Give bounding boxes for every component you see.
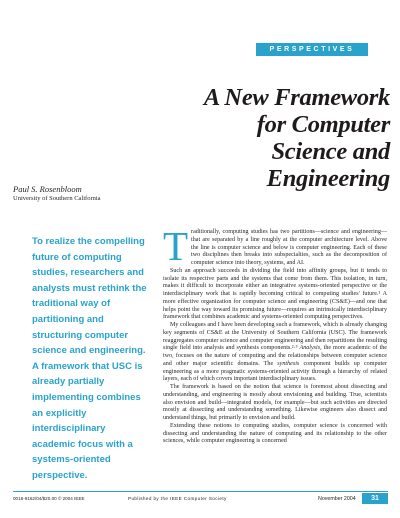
footer-copyright-code: 0018-9162/04/$20.00 © 2004 IEEE: [13, 496, 85, 501]
section-label: PERSPECTIVES: [256, 43, 368, 56]
body-paragraph-3: [163, 322, 387, 384]
article-title: [150, 84, 390, 192]
drop-cap: T: [163, 223, 189, 269]
author-affiliation: University of Southern California: [13, 195, 101, 202]
title-line-2: for Computer: [256, 111, 390, 138]
paragraph-3-emphasis-analysis: Analysis,: [299, 345, 322, 352]
title-line-1: A New Framework: [203, 84, 390, 111]
paragraph-3-text-c: component builds up computer engineering as a more pragmatic systems-oriented activity through a hierarchy of related layers, each of which covers important interdisciplinary issues.: [163, 360, 387, 383]
article-body: [163, 223, 388, 446]
footer-publisher: Published by the IEEE Computer Society: [128, 496, 227, 501]
body-paragraph-1: [163, 223, 387, 269]
author-name: Paul S. Rosenbloom: [13, 184, 82, 194]
author-block: [13, 184, 163, 203]
footer-issue-date: November 2004: [318, 496, 356, 502]
paragraph-3-text-a: My colleagues and I have been developing such a framework, which is already changing key segments of CS&E at the University of Southern California (USC). The framework reaggregates computer science and computer engineering and then repartitions the resulting single field into analysis and synthesis components.²·³: [163, 322, 387, 352]
body-paragraph-5: Extending these notions to computing studies, computer science is concerned with dissecting and understanding the nature of computing and its relationship to the other sciences, while computer engineering is concerned: [163, 422, 387, 445]
title-line-3: Science and: [271, 138, 390, 165]
title-line-4: Engineering: [266, 165, 390, 192]
body-paragraph-4: The framework is based on the notion that science is foremost about dissecting and understanding, and engineering is mostly about envisioning and building. True, scientists also envision and build—integrated models, for example—but such activities are directed mostly at dissecting and understanding something. Likewise engineers also dissect and understand things, but primarily to envision and build.: [163, 384, 387, 421]
pull-quote: To realize the compelling future of computing studies, researchers and analysts must rethink the traditional way of partitioning and structuring computer science and engineering. A framework that USC is already partially implementing combines an explicitly interdisciplinary academic focus with a systems-oriented perspective.: [32, 236, 147, 481]
paragraph-1-text: raditionally, computing studies has two partitions—science and engineering—that are separated by a line roughly at the computer architecture level. Above the line is computer science and below is computer engineering. Each of these two disciplines then breaks into subspecialties, such as the decomposition of computer science into theory, systems, and AI.: [191, 229, 387, 266]
paragraph-3-emphasis-synthesis: synthesis: [277, 360, 300, 367]
paragraph-3-text-b: the more academic of the two, focuses on the nature of computing and the relationships between computer science and other major scientific domains. The: [163, 345, 388, 367]
body-paragraph-2: Such an approach succeeds in dividing the field into affinity groups, but it tends to isolate its respective parts and the systems that come from them. This isolation, in turn, makes it difficult to incorporate either an integrative systems-oriented perspective or the interdisciplinary work that is rapidly becoming critical to computing studies' future.¹ A more effective organization for computer science and engineering (CS&E)—and one that helps point the way toward its promising future—requires an intrinsically interdisciplinary framework that combines academic and systems-oriented computing perspectives.: [163, 267, 387, 321]
page-number: 31: [362, 493, 388, 504]
footer-rule: [13, 491, 388, 492]
